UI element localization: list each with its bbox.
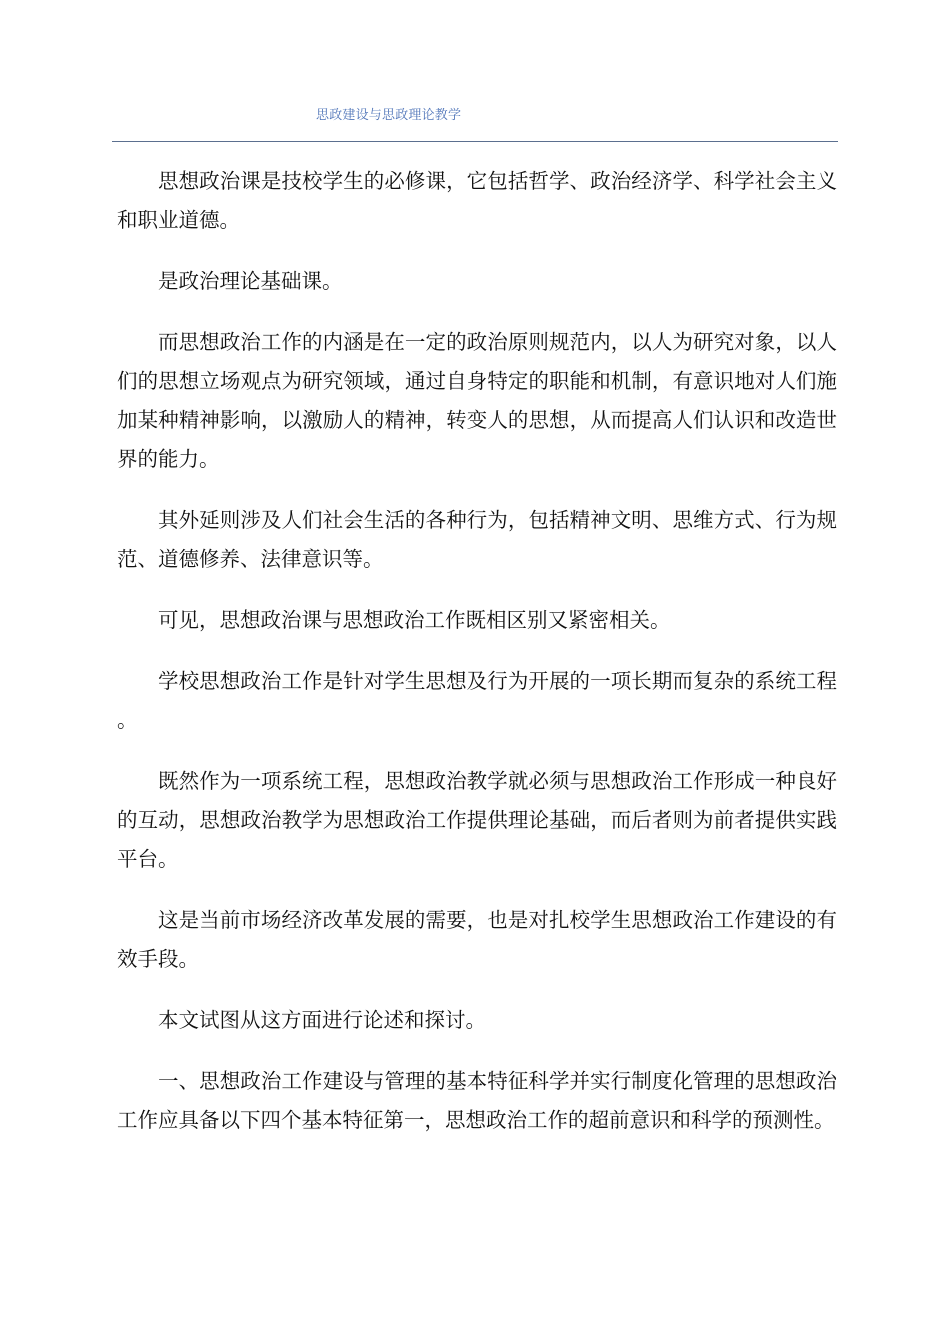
paragraph: 其外延则涉及人们社会生活的各种行为，包括精神文明、思维方式、行为规范、道德修养、法律意识等。 — [117, 508, 837, 571]
paragraph: 学校思想政治工作是针对学生思想及行为开展的一项长期而复杂的系统工程。 — [117, 669, 837, 732]
paragraph: 是政治理论基础课。 — [158, 269, 343, 293]
header-title: 思政建设与思政理论教学 — [316, 108, 462, 123]
paragraph: 可见，思想政治课与思想政治工作既相区别又紧密相关。 — [158, 608, 671, 632]
paragraph: 既然作为一项系统工程，思想政治教学就必须与思想政治工作形成一种良好的互动，思想政治教学为思想政治工作提供理论基础，而后者则为前者提供实践平台。 — [117, 769, 837, 871]
document-body — [117, 162, 837, 1162]
paragraph: 而思想政治工作的内涵是在一定的政治原则规范内，以人为研究对象，以人们的思想立场观点为研究领域，通过自身特定的职能和机制，有意识地对人们施加某种精神影响，以激励人的精神，转变人的思想，从而提高人们认识和改造世界的能力。 — [117, 330, 837, 471]
paragraph: 本文试图从这方面进行论述和探讨。 — [158, 1008, 486, 1032]
paragraph: 这是当前市场经济改革发展的需要，也是对扎校学生思想政治工作建设的有效手段。 — [117, 908, 837, 971]
paragraph: 思想政治课是技校学生的必修课，它包括哲学、政治经济学、科学社会主义和职业道德。 — [117, 169, 837, 232]
page-header — [112, 98, 838, 142]
paragraph: 一、思想政治工作建设与管理的基本特征科学并实行制度化管理的思想政治工作应具备以下四个基本特征第一，思想政治工作的超前意识和科学的预测性。 — [117, 1069, 837, 1132]
